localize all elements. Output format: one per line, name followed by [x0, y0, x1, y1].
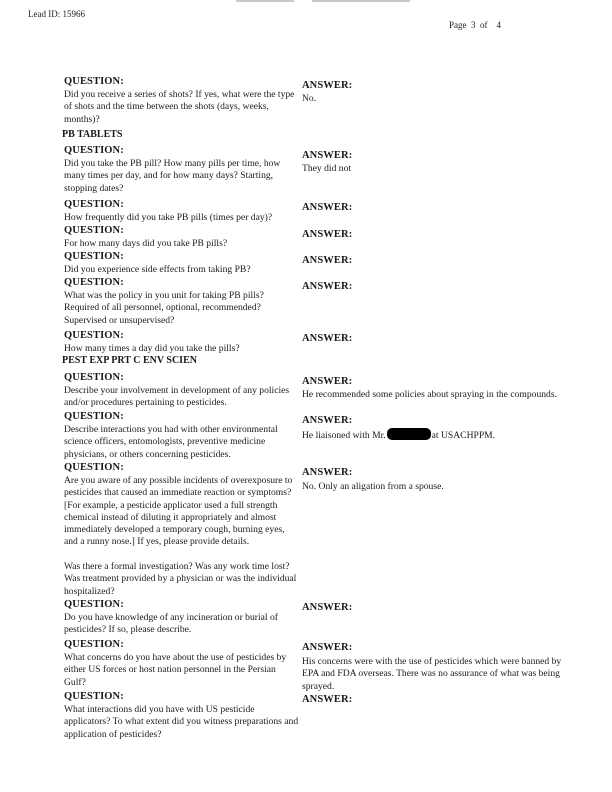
question-label: QUESTION: [64, 76, 124, 87]
question-text-followup: Was there a formal investigation? Was any work time lost? Was treatment provided by a physician or was the individual hospitalized? [64, 561, 297, 597]
question-text: What was the policy in you unit for taking PB pills? Required of all personnel, optional, recommended? Supervised or unsupervised? [64, 290, 264, 326]
answer-text [302, 428, 564, 442]
page-label: Page [449, 20, 467, 30]
question-label: QUESTION: [64, 145, 124, 156]
question-text: Describe interactions you had with other environmental science officers, entomologists, preventive medicine physicians, or others concerning pesticides. [64, 424, 278, 460]
answer-label: ANSWER: [302, 80, 353, 91]
question-text: Did you receive a series of shots? If yes, what were the type of shots and the time between the shots (days, weeks, months)? [64, 89, 295, 125]
question-label: QUESTION: [64, 251, 124, 262]
question-text: How frequently did you take PB pills (times per day)? [64, 212, 273, 223]
question-text: Did you experience side effects from taking PB? [64, 264, 251, 275]
question-label: QUESTION: [64, 330, 124, 341]
redaction-block [387, 428, 431, 440]
answer-text-pre: He liaisoned with Mr. [302, 430, 386, 441]
page-total: 4 [496, 20, 501, 30]
question-label: QUESTION: [64, 225, 124, 236]
scan-artifact [236, 0, 294, 2]
section-heading-pb-tablets: PB TABLETS [62, 129, 123, 140]
question-label: QUESTION: [64, 411, 124, 422]
question-text: Are you aware of any possible incidents of overexposure to pesticides that caused an immediate reaction or symptoms? [For example, a pesticide applicator used a full strength chemical instead of diluting it appropriately and almost immediately developed a temporary cough, burning eyes, and a runny nose.] If yes, please provide details. [64, 475, 293, 548]
question-text: What interactions did you have with US pesticide applicators? To what extent did you witness preparations and application of pesticides? [64, 704, 299, 740]
answer-text: No. Only an aligation from a spouse. [302, 481, 444, 492]
question-text: What concerns do you have about the use of pesticides by either US forces or host nation personnel in the Persian Gulf? [64, 652, 287, 688]
question-text: How many times a day did you take the pills? [64, 343, 240, 354]
answer-label: ANSWER: [302, 229, 353, 240]
question-label: QUESTION: [64, 199, 124, 210]
question-text: Describe your involvement in development of any policies and/or procedures pertaining to pesticides. [64, 385, 290, 409]
answer-text: He recommended some policies about spraying in the compounds. [302, 389, 557, 400]
answer-text: His concerns were with the use of pesticides which were banned by EPA and FDA overseas. There was no assurance of what was being sprayed. [302, 656, 562, 692]
answer-label: ANSWER: [302, 150, 353, 161]
question-label: QUESTION: [64, 599, 124, 610]
question-label: QUESTION: [64, 639, 124, 650]
question-label: QUESTION: [64, 277, 124, 288]
answer-text-post: at USACHPPM. [431, 430, 496, 441]
section-heading-pest-exp: PEST EXP PRT C ENV SCIEN [62, 355, 197, 366]
answer-label: ANSWER: [302, 333, 353, 344]
answer-label: ANSWER: [302, 415, 353, 426]
answer-label: ANSWER: [302, 281, 353, 292]
question-label: QUESTION: [64, 372, 124, 383]
answer-label: ANSWER: [302, 642, 353, 653]
answer-label: ANSWER: [302, 467, 353, 478]
answer-label: ANSWER: [302, 376, 353, 387]
page-current: 3 [471, 20, 476, 30]
lead-id: Lead ID: 15966 [28, 9, 85, 19]
question-text: For how many days did you take PB pills? [64, 238, 228, 249]
question-text: Did you take the PB pill? How many pills per time, how many times per day, and for how many days? Starting, stopping dates? [64, 158, 281, 194]
question-text: Do you have knowledge of any incineration or burial of pesticides? If so, please describe. [64, 612, 278, 636]
answer-label: ANSWER: [302, 255, 353, 266]
question-label: QUESTION: [64, 691, 124, 702]
page-indicator [449, 20, 501, 30]
answer-text: They did not [302, 163, 352, 174]
answer-label: ANSWER: [302, 602, 353, 613]
page-of: of [480, 20, 488, 30]
answer-label: ANSWER: [302, 202, 353, 213]
question-label: QUESTION: [64, 462, 124, 473]
answer-text: No. [302, 93, 317, 104]
scan-artifact [312, 0, 410, 2]
answer-label: ANSWER: [302, 694, 353, 705]
